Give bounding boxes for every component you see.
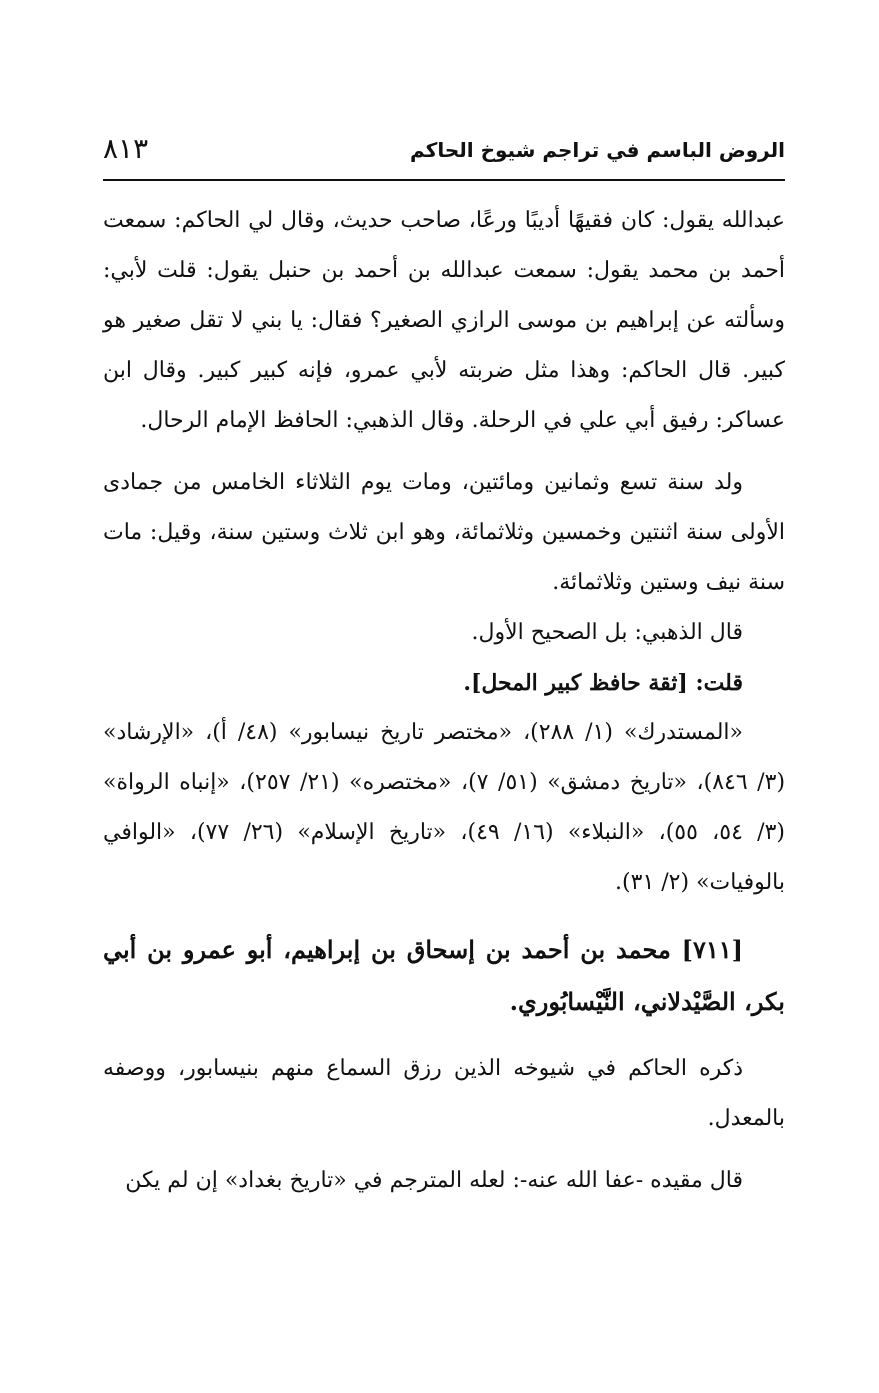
spacer bbox=[103, 908, 785, 924]
paragraph-references: «المستدرك» (١/ ٢٨٨)، «مختصر تاريخ نيسابور» (٤٨/ أ)، «الإرشاد» (٣/ ٨٤٦)، «تاريخ دمشق» (٥١/ ٧)، «مختصره» (٢١/ ٢٥٧)، «إنباه الرواة» (٣/ ٥٤، ٥٥)، «النبلاء» (١٦/ ٤٩)، «تاريخ الإسلام» (٢٦/ ٧٧)، «الوافي بالوفيات» (٢/ ٣١). bbox=[103, 720, 786, 895]
spacer bbox=[103, 446, 785, 458]
paragraph-biography: عبدالله يقول: كان فقيهًا أديبًا ورعًا، صاحب حديث، وقال لي الحاكم: سمعت أحمد بن محمد يقول: سمعت عبدالله بن أحمد بن حنبل يقول: قلت لأبي: وسألته عن إبراهيم بن موسى الرازي الصغير؟ فقال: يا بني لا تقل صغير هو كبير. قال الحاكم: وهذا مثل ضربته لأبي عمرو، فإنه كبير كبير. وقال ابن عساكر: رفيق أبي علي في الرحلة. وقال الذهبي: الحافظ الإمام الرحال. bbox=[103, 208, 785, 433]
paragraph-editor-note: قال مقيده -عفا الله عنه-: لعله المترجم في «تاريخ بغداد» إن لم يكن bbox=[125, 1168, 743, 1193]
spacer bbox=[103, 1028, 785, 1044]
paragraph-hakim-mention: ذكره الحاكم في شيوخه الذين رزق السماع منهم بنيسابور، ووصفه بالمعدل. bbox=[103, 1056, 785, 1131]
page-number: ٨١٣ bbox=[103, 132, 149, 165]
running-title: الروض الباسم في تراجم شيوخ الحاكم bbox=[410, 138, 785, 162]
page-header bbox=[103, 128, 785, 178]
paragraph-verdict: قلت: [ثقة حافظ كبير المحل]. bbox=[463, 670, 743, 696]
header-divider bbox=[103, 179, 785, 181]
page-body bbox=[103, 196, 785, 1206]
paragraph-birth-death: ولد سنة تسع وثمانين ومائتين، ومات يوم الثلاثاء الخامس من جمادى الأولى سنة اثنتين وخمسين وثلاثمائة، وهو ابن ثلاث وستين سنة، وقيل: مات سنة نيف وستين وثلاثمائة. bbox=[103, 470, 785, 595]
spacer bbox=[103, 1144, 785, 1156]
paragraph-dhahabi-note: قال الذهبي: بل الصحيح الأول. bbox=[471, 620, 743, 645]
entry-heading: [٧١١] محمد بن أحمد بن إسحاق بن إبراهيم، أبو عمرو بن أبي بكر، الصَّيْدلاني، النَّيْسابُوري. bbox=[103, 935, 785, 1016]
